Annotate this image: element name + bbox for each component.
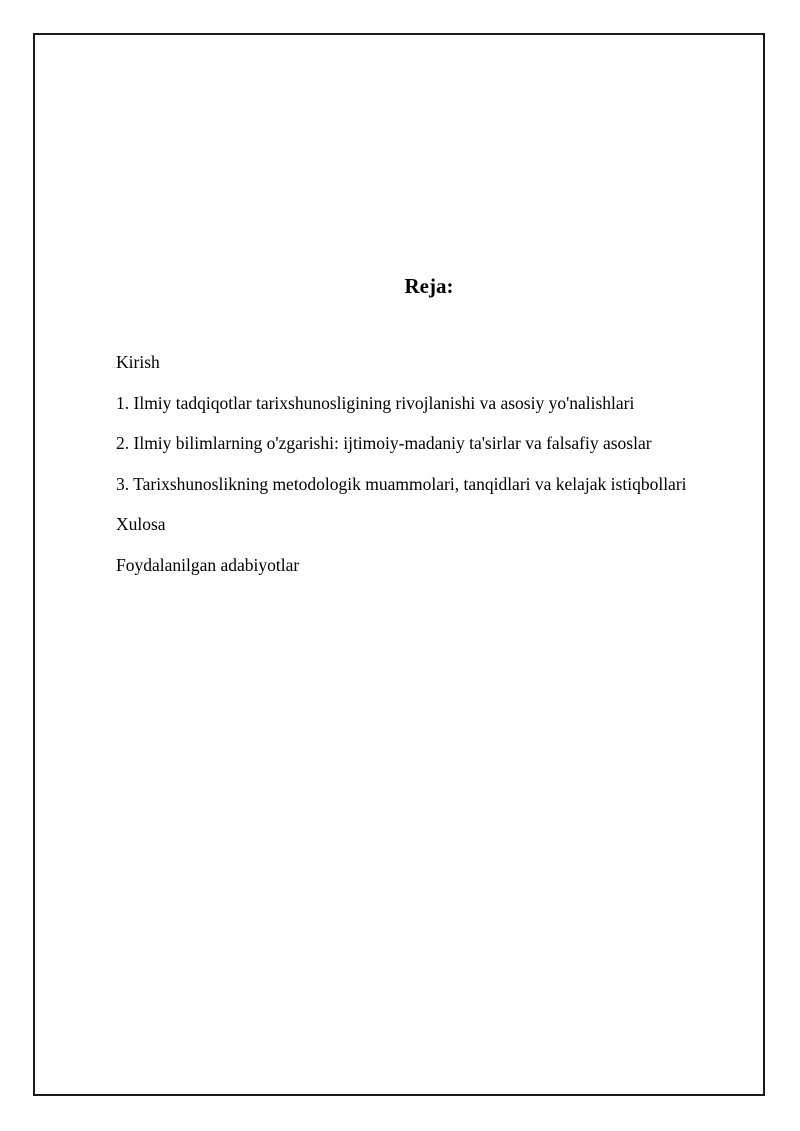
plan-item-introduction: Kirish xyxy=(116,352,160,372)
plan-item-conclusion: Xulosa xyxy=(116,514,166,534)
plan-item-chapter-3: 3. Tarixshunoslikning metodologik muammolari, tanqidlari va kelajak istiqbollari xyxy=(116,473,687,494)
plan-list xyxy=(116,350,687,593)
plan-item-references: Foydalanilgan adabiyotlar xyxy=(116,554,300,575)
plan-title: Reja: xyxy=(404,274,454,298)
plan-item-chapter-1: 1. Ilmiy tadqiqotlar tarixshunosligining rivojlanishi va asosiy yo'nalishlari xyxy=(116,392,635,413)
plan-item-chapter-2: 2. Ilmiy bilimlarning o'zgarishi: ijtimoiy-madaniy ta'sirlar va falsafiy asoslar xyxy=(116,433,652,453)
